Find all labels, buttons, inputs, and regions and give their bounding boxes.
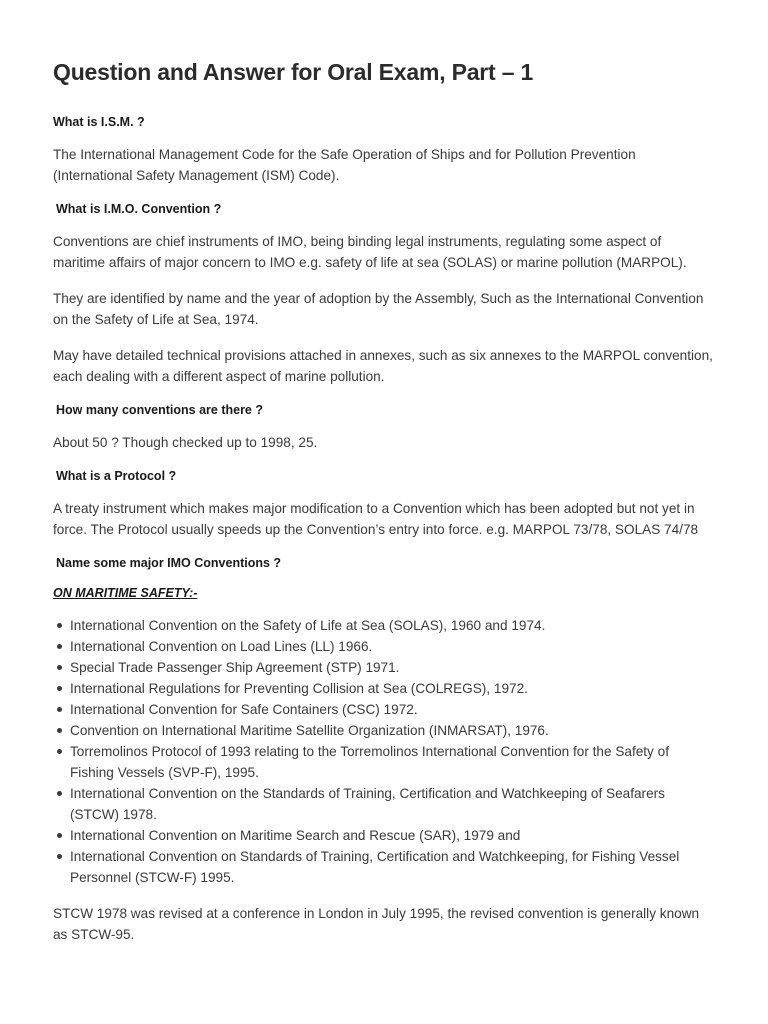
list-item: International Convention on Standards of Training, Certification and Watchkeeping, for Fishing Vessel Personnel (STCW-F) 1995. [70,846,715,888]
answer-imo-convention-3: May have detailed technical provisions attached in annexes, such as six annexes to the MARPOL convention, each dealing with a different aspect of marine pollution. [53,348,713,384]
answer-imo-convention-2: They are identified by name and the year of adoption by the Assembly, Such as the International Convention on the Safety of Life at Sea, 1974. [53,291,704,327]
question-ism: What is I.S.M. ? [53,115,145,129]
page-title: Question and Answer for Oral Exam, Part – 1 [53,59,534,85]
list-item: Special Trade Passenger Ship Agreement (STP) 1971. [70,657,715,678]
list-item: Torremolinos Protocol of 1993 relating to the Torremolinos International Convention for the Safety of Fishing Vessels (SVP-F), 1995. [70,741,715,783]
list-item: International Convention on Load Lines (LL) 1966. [70,636,715,657]
answer-imo-convention-1: Conventions are chief instruments of IMO, being binding legal instruments, regulating some aspect of maritime affairs of major concern to IMO e.g. safety of life at sea (SOLAS) or marine pollution (MARPOL). [53,234,687,270]
section-heading-maritime-safety: ON MARITIME SAFETY:- [53,586,198,600]
question-how-many-conventions: How many conventions are there ? [56,403,263,417]
list-item: International Regulations for Preventing Collision at Sea (COLREGS), 1972. [70,678,715,699]
stcw-note: STCW 1978 was revised at a conference in London in July 1995, the revised convention is generally known as STCW-95. [53,906,700,942]
answer-ism: The International Management Code for the Safe Operation of Ships and for Pollution Prevention (International Safety Management (ISM) Code). [53,147,636,183]
question-imo-convention: What is I.M.O. Convention ? [56,202,222,216]
list-item: Convention on International Maritime Satellite Organization (INMARSAT), 1976. [70,720,715,741]
conventions-list [53,615,715,888]
list-item: International Convention on the Standards of Training, Certification and Watchkeeping of Seafarers (STCW) 1978. [70,783,715,825]
list-item: International Convention on Maritime Search and Rescue (SAR), 1979 and [70,825,715,846]
list-item: International Convention for Safe Containers (CSC) 1972. [70,699,715,720]
question-protocol: What is a Protocol ? [56,469,177,483]
answer-protocol: A treaty instrument which makes major modification to a Convention which has been adopted but not yet in force. The Protocol usually speeds up the Convention’s entry into force. e.g. MARPOL 73/78, SOLAS 74/78 [53,501,699,537]
list-item: International Convention on the Safety of Life at Sea (SOLAS), 1960 and 1974. [70,615,715,636]
question-major-conventions: Name some major IMO Conventions ? [56,556,282,570]
answer-how-many-conventions: About 50 ? Though checked up to 1998, 25. [53,435,318,450]
